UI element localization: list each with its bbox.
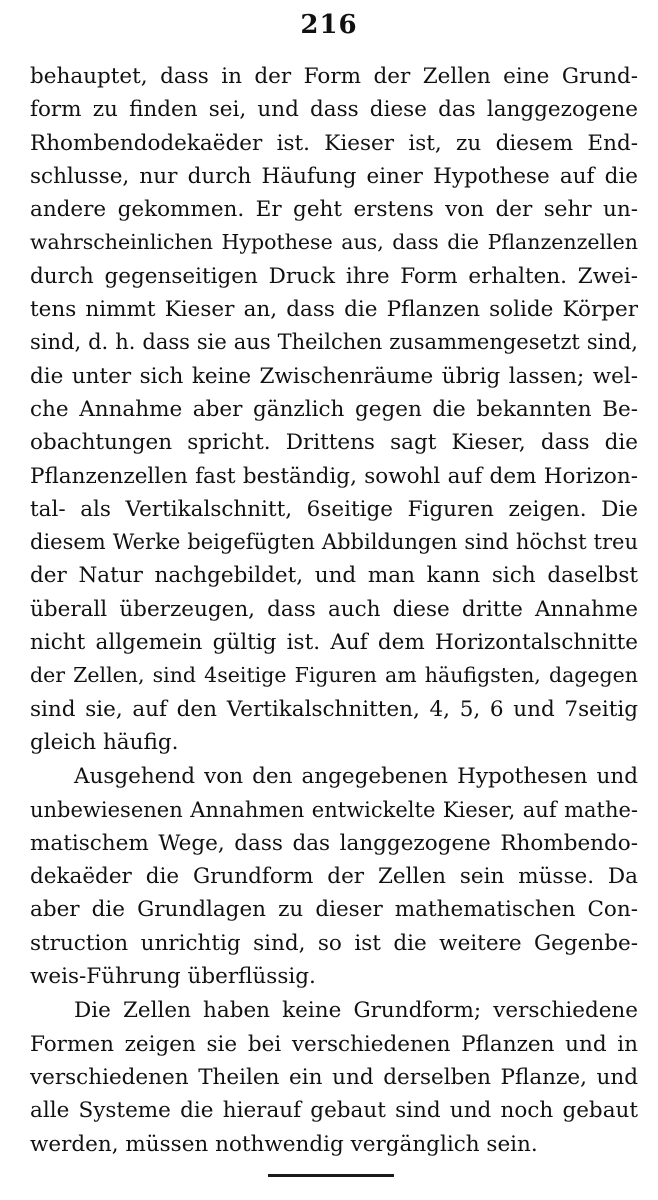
text-line: der Zellen, sind 4seitige Figuren am häufigsten, dagegen bbox=[30, 663, 638, 688]
text-line: andere gekommen. Er geht erstens von der sehr un- bbox=[30, 197, 638, 223]
text-line: der Natur nachgebildet, und man kann sich daselbst bbox=[30, 563, 638, 589]
text-line: wahrscheinlichen Hypothese aus, dass die Pflanzenzellen bbox=[30, 230, 638, 255]
text-line: form zu finden sei, und dass diese das langgezogene bbox=[30, 97, 638, 123]
text-line: verschiedenen Theilen ein und derselben Pflanze, und bbox=[30, 1064, 638, 1090]
text-line: überall überzeugen, dass auch diese dritte Annahme bbox=[30, 596, 638, 622]
text-line: dekaëder die Grundform der Zellen sein müsse. Da bbox=[30, 864, 638, 890]
text-line: matischem Wege, dass das langgezogene Rhombendo- bbox=[30, 830, 638, 856]
text-line: Rhombendodekaëder ist. Kieser ist, zu diesem End- bbox=[30, 130, 638, 156]
page-number: 216 bbox=[300, 10, 358, 40]
paragraph bbox=[30, 60, 638, 759]
text-line: durch gegenseitigen Druck ihre Form erhalten. Zwei- bbox=[30, 263, 638, 289]
text-line: tens nimmt Kieser an, dass die Pflanzen solide Körper bbox=[30, 297, 638, 323]
text-line: tal- als Vertikalschnitt, 6seitige Figuren zeigen. Die bbox=[30, 496, 638, 522]
text-line: sind, d. h. dass sie aus Theilchen zusammengesetzt sind, bbox=[30, 330, 638, 355]
text-line: Ausgehend von den angegebenen Hypothesen und bbox=[74, 764, 638, 790]
paragraph bbox=[30, 994, 638, 1160]
text-line: behauptet, dass in der Form der Zellen eine Grund- bbox=[30, 64, 638, 89]
text-line: struction unrichtig sind, so ist die weitere Gegenbe- bbox=[30, 930, 638, 956]
text-line: che Annahme aber gänzlich gegen die bekannten Be- bbox=[30, 396, 638, 422]
body-text bbox=[30, 60, 638, 1161]
text-line: gleich häufig. bbox=[30, 729, 179, 755]
text-line: obachtungen spricht. Drittens sagt Kieser, dass die bbox=[30, 430, 638, 456]
text-line: die unter sich keine Zwischenräume übrig lassen; wel- bbox=[30, 363, 638, 389]
text-line: Pflanzenzellen fast beständig, sowohl auf dem Horizon- bbox=[30, 463, 638, 489]
text-line: werden, müssen nothwendig vergänglich sein. bbox=[30, 1131, 538, 1157]
text-line: nicht allgemein gültig ist. Auf dem Horizontalschnitte bbox=[30, 630, 638, 656]
text-line: Formen zeigen sie bei verschiedenen Pflanzen und in bbox=[30, 1031, 638, 1057]
text-line: sind sie, auf den Vertikalschnitten, 4, 5, 6 und 7seitig bbox=[30, 696, 638, 722]
text-line: weis-Führung überflüssig. bbox=[30, 964, 316, 990]
text-line: aber die Grundlagen zu dieser mathematischen Con- bbox=[30, 897, 638, 923]
text-line: schlusse, nur durch Häufung einer Hypothese auf die bbox=[30, 163, 638, 189]
text-line: Die Zellen haben keine Grundform; verschiedene bbox=[74, 998, 638, 1024]
paragraph bbox=[30, 760, 638, 993]
closing-rule bbox=[268, 1174, 394, 1177]
text-line: alle Systeme die hierauf gebaut sind und noch gebaut bbox=[30, 1098, 638, 1124]
text-line: unbewiesenen Annahmen entwickelte Kieser, auf mathe- bbox=[30, 797, 638, 822]
text-line: diesem Werke beigefügten Abbildungen sind höchst treu bbox=[30, 530, 638, 555]
